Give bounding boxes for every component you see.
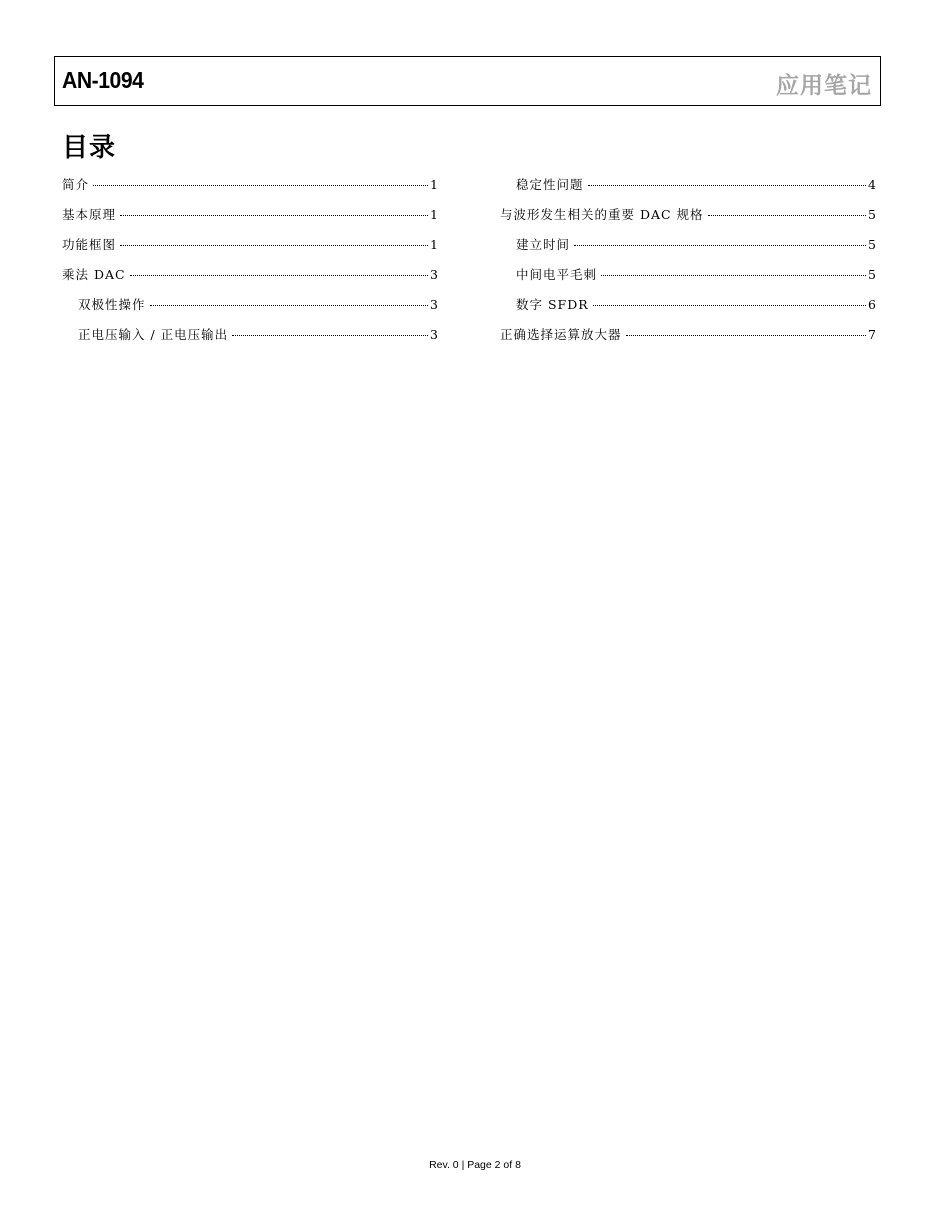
- toc-entry-label: 简介: [62, 177, 90, 192]
- document-type: 应用笔记: [776, 73, 872, 99]
- toc-leader-dots: [593, 305, 866, 306]
- toc-entry[interactable]: [500, 326, 876, 356]
- toc-leader-dots: [93, 185, 428, 186]
- page-footer: Rev. 0 | Page 2 of 8: [429, 1159, 521, 1171]
- toc-entry[interactable]: [62, 176, 438, 206]
- toc-entry-page: 3: [430, 267, 438, 282]
- toc-entry-page: 5: [868, 267, 876, 282]
- toc-leader-dots: [626, 335, 867, 336]
- toc-entry[interactable]: [500, 176, 876, 206]
- toc-leader-dots: [601, 275, 866, 276]
- toc-left-column: [62, 176, 438, 356]
- toc-entry[interactable]: [500, 236, 876, 266]
- toc-entry-label: 双极性操作: [78, 297, 146, 312]
- toc-entry-label: 基本原理: [62, 207, 117, 222]
- toc-entry-label: 建立时间: [516, 237, 571, 252]
- toc-entry-label: 稳定性问题: [516, 177, 584, 192]
- toc-title: 目录: [62, 133, 117, 163]
- toc-entry-page: 7: [868, 327, 876, 342]
- toc-entry-page: 1: [430, 177, 438, 192]
- toc-leader-dots: [120, 245, 428, 246]
- toc-entry-label: 功能框图: [62, 237, 117, 252]
- toc-entry-label: 正确选择运算放大器: [500, 327, 622, 342]
- toc-leader-dots: [588, 185, 867, 186]
- toc-right-column: [500, 176, 876, 356]
- toc-entry[interactable]: [62, 236, 438, 266]
- toc-entry[interactable]: [500, 266, 876, 296]
- toc-entry-page: 1: [430, 237, 438, 252]
- page-header: [54, 56, 881, 106]
- toc-entry[interactable]: [62, 206, 438, 236]
- toc-entry[interactable]: [62, 266, 438, 296]
- toc-entry-label: 正电压输入 / 正电压输出: [78, 327, 229, 342]
- toc-leader-dots: [150, 305, 429, 306]
- toc-leader-dots: [232, 335, 428, 336]
- toc-entry-label: 乘法 DAC: [62, 267, 126, 282]
- toc-entry[interactable]: [500, 296, 876, 326]
- toc-entry[interactable]: [62, 326, 438, 356]
- toc-entry-page: 1: [430, 207, 438, 222]
- toc-entry-page: 5: [868, 207, 876, 222]
- toc-entry-page: 3: [430, 297, 438, 312]
- toc-leader-dots: [574, 245, 866, 246]
- toc-entry-page: 3: [430, 327, 438, 342]
- toc-entry[interactable]: [500, 206, 876, 236]
- toc-entry-label: 与波形发生相关的重要 DAC 规格: [500, 207, 704, 222]
- toc-entry[interactable]: [62, 296, 438, 326]
- toc-entry-page: 5: [868, 237, 876, 252]
- toc-leader-dots: [130, 275, 428, 276]
- toc-entry-label: 中间电平毛刺: [516, 267, 598, 282]
- document-id: AN-1094: [62, 67, 144, 93]
- toc-entry-label: 数字 SFDR: [516, 297, 589, 312]
- toc-entry-page: 4: [868, 177, 876, 192]
- toc-leader-dots: [120, 215, 428, 216]
- toc-leader-dots: [708, 215, 866, 216]
- toc-entry-page: 6: [868, 297, 876, 312]
